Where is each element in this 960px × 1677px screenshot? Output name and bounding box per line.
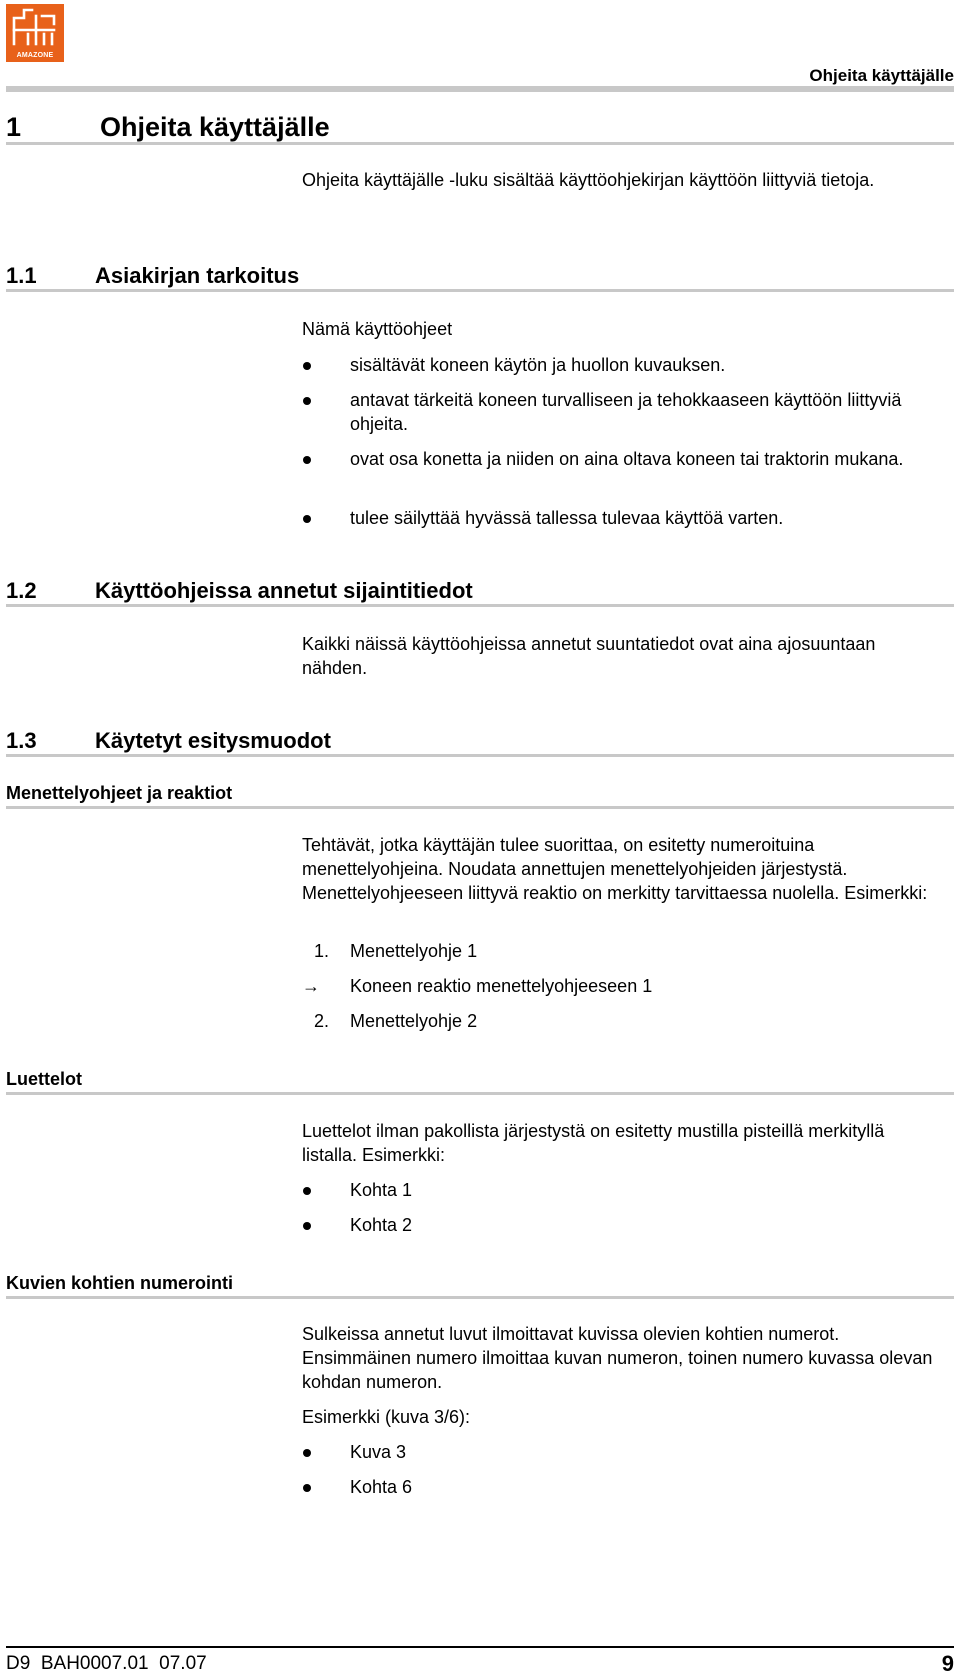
chapter-rule (6, 142, 954, 145)
list-item: Kohta 6 (302, 1475, 937, 1499)
amazone-logo (6, 4, 64, 62)
bullet-icon (303, 1484, 311, 1492)
bullet-icon (303, 1187, 311, 1195)
header-rule (6, 86, 954, 92)
list-item: Kohta 1 (302, 1178, 937, 1202)
numbering-text: Sulkeissa annetut luvut ilmoittavat kuvissa olevien kohtien numerot. Ensimmäinen numero ilmoittaa kuvan numeron, toinen numero kuvassa olevan kohdan numeron. (302, 1324, 933, 1392)
chapter-intro: Ohjeita käyttäjälle -luku sisältää käyttöohjekirjan käyttöön liittyviä tietoja. (302, 170, 875, 190)
bullet-icon (303, 397, 311, 405)
lists-heading: Luettelot (6, 1069, 82, 1089)
list-item: Kuva 3 (302, 1440, 937, 1464)
list-item: tulee säilyttää hyvässä tallessa tulevaa käyttöä varten. (302, 506, 937, 530)
bullet-icon (303, 1449, 311, 1457)
section-1-2-title (6, 578, 473, 604)
list-item: Kohta 2 (302, 1213, 937, 1237)
numbering-example: Esimerkki (kuva 3/6): (302, 1407, 471, 1427)
bullet-icon (303, 515, 311, 523)
section-title-text: Käyttöohjeissa annetut sijaintitiedot (95, 578, 473, 603)
list-item: antavat tärkeitä koneen turvalliseen ja tehokkaaseen käyttöön liittyviä ohjeita. (302, 388, 937, 436)
seeder-icon (6, 4, 64, 52)
running-head: Ohjeita käyttäjälle (809, 66, 954, 85)
bullet-icon (303, 1222, 311, 1230)
procedure-step: 1. Menettelyohje 1 (314, 941, 478, 961)
list-item: sisältävät koneen käytön ja huollon kuvauksen. (302, 353, 937, 377)
procedures-heading: Menettelyohjeet ja reaktiot (6, 783, 233, 803)
section-1-1-title (6, 263, 299, 289)
location-text: Kaikki näissä käyttöohjeissa annetut suuntatiedot ovat aina ajosuuntaan nähden. (302, 634, 876, 678)
arrow-right-icon: → (302, 976, 320, 996)
purpose-lead: Nämä käyttöohjeet (302, 319, 453, 339)
section-number: 1.2 (6, 578, 37, 603)
step-number: 1. (314, 941, 330, 961)
procedures-text: Tehtävät, jotka käyttäjän tulee suorittaa, on esitetty numeroituina menettelyohjeina. Noudata annettujen menettelyohjeiden järjestystä. Menettelyohjeeseen liittyvä reaktio on merkitty tarvittaessa nuolella. Esimerkki: (302, 835, 928, 903)
numbering-heading: Kuvien kohtien numerointi (6, 1273, 234, 1293)
document-code: D9 BAH0007.01 07.07 (6, 1653, 207, 1674)
page-number: 9 (941, 1651, 954, 1676)
section-1-3-title (6, 728, 331, 754)
chapter-title-text: Ohjeita käyttäjälle (100, 112, 330, 142)
procedure-step: 2. Menettelyohje 2 (314, 1011, 478, 1031)
lists-text: Luettelot ilman pakollista järjestystä on esitetty mustilla pisteillä merkityllä listalla. Esimerkki: (302, 1121, 885, 1165)
section-number: 1.3 (6, 728, 37, 753)
list-item: ovat osa konetta ja niiden on aina oltava koneen tai traktorin mukana. (302, 447, 937, 471)
section-rule (6, 754, 954, 757)
chapter-title (6, 112, 330, 143)
subsection-rule (6, 806, 954, 809)
section-rule (6, 289, 954, 292)
bullet-icon (303, 362, 311, 370)
footer-rule (6, 1646, 954, 1648)
bullet-icon (303, 456, 311, 464)
step-number: 2. (314, 1011, 330, 1031)
subsection-rule (6, 1092, 954, 1095)
section-number: 1.1 (6, 263, 37, 288)
procedure-reaction: → Koneen reaktio menettelyohjeeseen 1 (302, 976, 653, 996)
chapter-number: 1 (6, 112, 22, 142)
section-title-text: Asiakirjan tarkoitus (95, 263, 300, 288)
section-rule (6, 604, 954, 607)
logo-wordmark: AMAZONE (16, 52, 54, 59)
section-title-text: Käytetyt esitysmuodot (95, 728, 331, 753)
subsection-rule (6, 1296, 954, 1299)
